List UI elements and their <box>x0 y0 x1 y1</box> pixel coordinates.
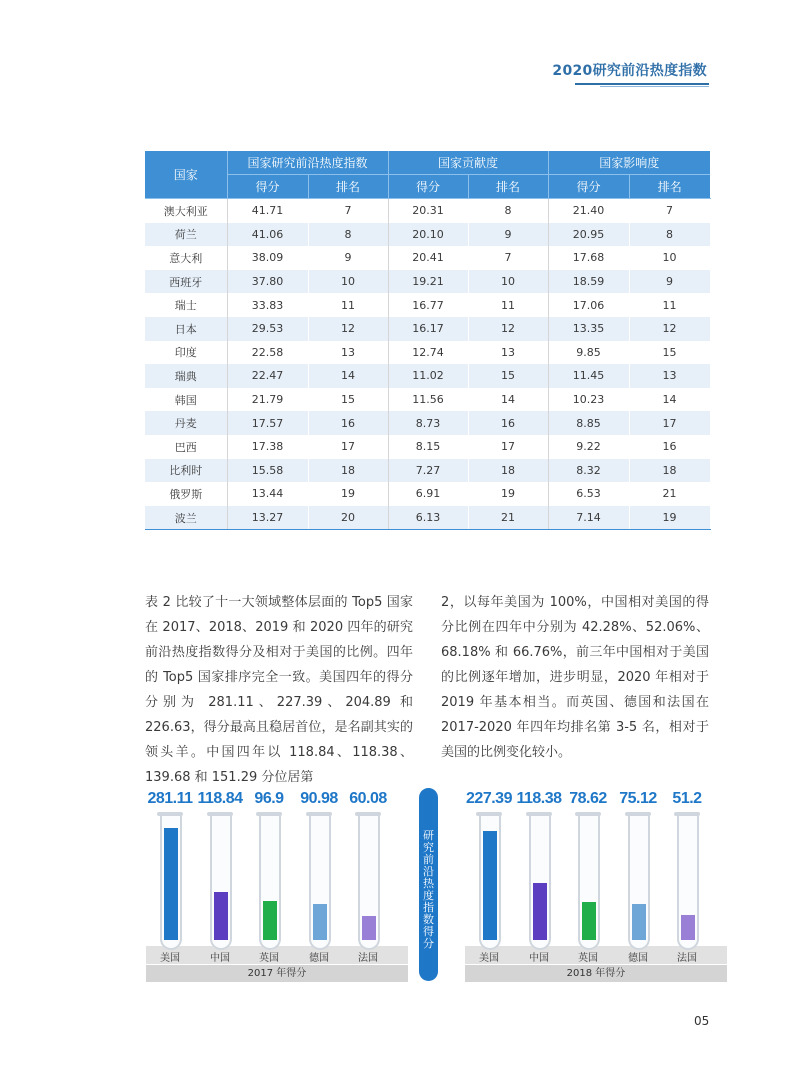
cell-rank: 15 <box>629 341 710 365</box>
data-label: 75.12 <box>619 790 657 807</box>
cell-rank: 11 <box>308 293 388 317</box>
cell-score: 11.02 <box>388 364 468 388</box>
cell-score: 21.79 <box>227 388 308 412</box>
cell-country: 巴西 <box>145 435 227 459</box>
chart-title: 2017 年得分 <box>146 965 408 982</box>
cell-score: 16.77 <box>388 293 468 317</box>
col-header-rank: 排名 <box>468 175 548 199</box>
cell-rank: 8 <box>308 223 388 247</box>
cell-score: 22.58 <box>227 341 308 365</box>
table-row <box>145 246 710 270</box>
bar <box>582 902 596 940</box>
cell-rank: 7 <box>468 246 548 270</box>
category-label: 法国 <box>358 953 378 964</box>
bar <box>632 904 646 940</box>
cell-score: 37.80 <box>227 270 308 294</box>
cell-score: 6.13 <box>388 506 468 530</box>
cell-rank: 10 <box>468 270 548 294</box>
cell-rank: 15 <box>468 364 548 388</box>
cell-rank: 21 <box>468 506 548 530</box>
cell-country: 印度 <box>145 341 227 365</box>
col-group-influence: 国家影响度 <box>548 151 710 175</box>
cell-rank: 9 <box>468 223 548 247</box>
cell-country: 瑞典 <box>145 364 227 388</box>
category-label: 美国 <box>479 953 499 964</box>
running-header: 2020研究前沿热度指数 <box>552 63 707 79</box>
header-rule <box>575 83 709 85</box>
table-row <box>145 435 710 459</box>
data-label: 118.84 <box>197 790 243 807</box>
data-label: 60.08 <box>349 790 387 807</box>
col-header-score: 得分 <box>548 175 629 199</box>
cell-country: 日本 <box>145 317 227 341</box>
cell-rank: 10 <box>308 270 388 294</box>
bar <box>533 883 547 940</box>
cell-score: 8.85 <box>548 411 629 435</box>
cell-score: 13.35 <box>548 317 629 341</box>
cell-score: 17.38 <box>227 435 308 459</box>
cell-rank: 16 <box>468 411 548 435</box>
cell-rank: 8 <box>468 199 548 223</box>
cell-rank: 16 <box>629 435 710 459</box>
cell-rank: 16 <box>308 411 388 435</box>
cell-rank: 19 <box>468 482 548 506</box>
bar <box>214 892 228 940</box>
tube-rim <box>674 812 700 816</box>
bar <box>263 901 277 940</box>
cell-score: 12.74 <box>388 341 468 365</box>
cell-rank: 17 <box>308 435 388 459</box>
axis-label-pill <box>419 788 438 981</box>
cell-rank: 14 <box>308 364 388 388</box>
bar <box>483 831 497 940</box>
cell-score: 18.59 <box>548 270 629 294</box>
cell-rank: 14 <box>629 388 710 412</box>
col-header-score: 得分 <box>388 175 468 199</box>
cell-score: 11.45 <box>548 364 629 388</box>
cell-rank: 20 <box>308 506 388 530</box>
cell-rank: 12 <box>468 317 548 341</box>
cell-rank: 11 <box>468 293 548 317</box>
cell-rank: 14 <box>468 388 548 412</box>
table-row <box>145 317 710 341</box>
cell-score: 7.27 <box>388 459 468 483</box>
cell-country: 俄罗斯 <box>145 482 227 506</box>
cell-score: 20.95 <box>548 223 629 247</box>
cell-score: 17.68 <box>548 246 629 270</box>
col-header-score: 得分 <box>227 175 308 199</box>
table-row <box>145 388 710 412</box>
cell-rank: 7 <box>629 199 710 223</box>
page-number: 05 <box>694 1014 710 1028</box>
category-label: 德国 <box>628 953 648 964</box>
cell-score: 9.85 <box>548 341 629 365</box>
cell-country: 比利时 <box>145 459 227 483</box>
cell-rank: 12 <box>629 317 710 341</box>
cell-rank: 8 <box>629 223 710 247</box>
body-paragraph-right: 2，以每年美国为 100%，中国相对美国的得分比例在四年中分别为 42.28%、52.06%、68.18% 和 66.76%，前三年中国相对于美国的比例逐年增加，进步明显，2020 年相对于 2019 年基本相当。而英国、德国和法国在 2017-2020 年四年均排名第 3-5 名，相对于美国的比例变化较小。 <box>441 595 709 760</box>
data-label: 90.98 <box>300 790 338 807</box>
cell-rank: 19 <box>629 506 710 530</box>
table-row <box>145 364 710 388</box>
col-group-index: 国家研究前沿热度指数 <box>227 151 388 175</box>
table-row <box>145 482 710 506</box>
cell-score: 29.53 <box>227 317 308 341</box>
bar <box>362 916 376 940</box>
data-label: 227.39 <box>466 790 512 807</box>
table-row <box>145 411 710 435</box>
cell-country: 荷兰 <box>145 223 227 247</box>
cell-score: 8.73 <box>388 411 468 435</box>
category-label: 英国 <box>578 953 598 964</box>
cell-score: 11.56 <box>388 388 468 412</box>
category-label: 法国 <box>677 953 697 964</box>
cell-score: 41.71 <box>227 199 308 223</box>
cell-country: 丹麦 <box>145 411 227 435</box>
data-label: 51.2 <box>672 790 702 807</box>
cell-score: 22.47 <box>227 364 308 388</box>
cell-rank: 7 <box>308 199 388 223</box>
header-rule-thin <box>600 86 709 87</box>
tube-rim <box>575 812 601 816</box>
data-label: 118.38 <box>516 790 562 807</box>
bar <box>313 904 327 940</box>
col-header-country: 国家 <box>145 151 227 199</box>
cell-rank: 11 <box>629 293 710 317</box>
cell-rank: 21 <box>629 482 710 506</box>
data-label: 96.9 <box>254 790 284 807</box>
cell-rank: 9 <box>308 246 388 270</box>
cell-rank: 18 <box>308 459 388 483</box>
cell-rank: 18 <box>629 459 710 483</box>
cell-score: 10.23 <box>548 388 629 412</box>
cell-score: 8.32 <box>548 459 629 483</box>
cell-rank: 19 <box>308 482 388 506</box>
cell-rank: 18 <box>468 459 548 483</box>
table-row <box>145 293 710 317</box>
col-header-rank: 排名 <box>629 175 710 199</box>
cell-rank: 15 <box>308 388 388 412</box>
bar <box>681 915 695 940</box>
cell-score: 41.06 <box>227 223 308 247</box>
tube-rim <box>256 812 282 816</box>
chart-2018-scores <box>465 790 727 985</box>
cell-score: 17.57 <box>227 411 308 435</box>
cell-country: 波兰 <box>145 506 227 530</box>
tube-rim <box>476 812 502 816</box>
tube-rim <box>157 812 183 816</box>
table-row <box>145 270 710 294</box>
cell-score: 6.53 <box>548 482 629 506</box>
chart-2017-scores <box>146 790 408 985</box>
cell-rank: 9 <box>629 270 710 294</box>
cell-score: 15.58 <box>227 459 308 483</box>
axis-label-text: 研究前沿热度指数得分 <box>423 829 434 950</box>
cell-score: 13.44 <box>227 482 308 506</box>
tube-rim <box>306 812 332 816</box>
cell-country: 澳大利亚 <box>145 199 227 223</box>
cell-rank: 10 <box>629 246 710 270</box>
cell-country: 瑞士 <box>145 293 227 317</box>
cell-rank: 13 <box>468 341 548 365</box>
category-label: 英国 <box>259 953 279 964</box>
table-row <box>145 459 710 483</box>
cell-country: 韩国 <box>145 388 227 412</box>
cell-rank: 17 <box>629 411 710 435</box>
cell-rank: 13 <box>308 341 388 365</box>
chart-title: 2018 年得分 <box>465 965 727 982</box>
cell-score: 20.10 <box>388 223 468 247</box>
cell-score: 9.22 <box>548 435 629 459</box>
cell-rank: 12 <box>308 317 388 341</box>
tube-rim <box>526 812 552 816</box>
cell-score: 16.17 <box>388 317 468 341</box>
tube-rim <box>355 812 381 816</box>
col-header-rank: 排名 <box>308 175 388 199</box>
category-label: 美国 <box>160 953 180 964</box>
country-index-table <box>145 151 711 530</box>
data-label: 281.11 <box>147 790 193 807</box>
table-row <box>145 223 710 247</box>
cell-score: 20.31 <box>388 199 468 223</box>
tube-rim <box>207 812 233 816</box>
cell-score: 6.91 <box>388 482 468 506</box>
cell-score: 20.41 <box>388 246 468 270</box>
tube-rim <box>625 812 651 816</box>
bar <box>164 828 178 940</box>
cell-score: 21.40 <box>548 199 629 223</box>
category-label: 中国 <box>210 953 230 964</box>
col-group-contribution: 国家贡献度 <box>388 151 548 175</box>
cell-score: 17.06 <box>548 293 629 317</box>
cell-score: 38.09 <box>227 246 308 270</box>
data-label: 78.62 <box>569 790 607 807</box>
cell-rank: 17 <box>468 435 548 459</box>
table-row <box>145 199 710 223</box>
cell-score: 13.27 <box>227 506 308 530</box>
cell-rank: 13 <box>629 364 710 388</box>
cell-score: 33.83 <box>227 293 308 317</box>
body-paragraph-left: 表 2 比较了十一大领域整体层面的 Top5 国家在 2017、2018、2019 和 2020 四年的研究前沿热度指数得分及相对于美国的比例。四年的 Top5 国家排序完全一致。美国四年的得分分别为 281.11、227.39、204.89 和 226.63，得分最高且稳居首位，是名副其实的领头羊。中国四年以 118.84、118.38、139.68 和 151.29 分位居第 <box>145 595 413 785</box>
table-row <box>145 506 710 530</box>
cell-score: 19.21 <box>388 270 468 294</box>
cell-score: 7.14 <box>548 506 629 530</box>
category-label: 中国 <box>529 953 549 964</box>
cell-score: 8.15 <box>388 435 468 459</box>
cell-country: 西班牙 <box>145 270 227 294</box>
category-label: 德国 <box>309 953 329 964</box>
cell-country: 意大利 <box>145 246 227 270</box>
table-row <box>145 341 710 365</box>
